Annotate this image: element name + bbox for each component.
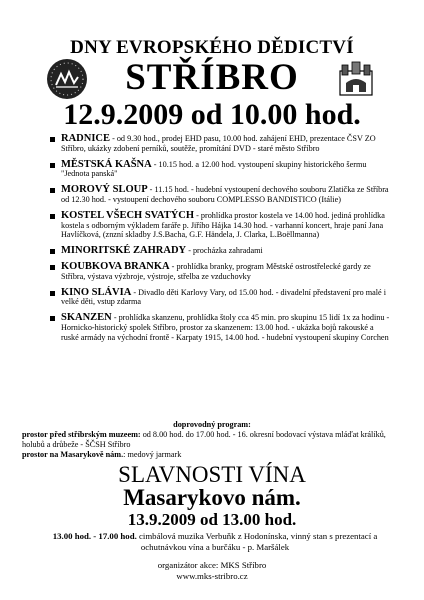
program-item-desc: - 10.15 hod. a 12.00 hod. vystoupení skupiny historického šermu "Jednota panská": [61, 159, 367, 179]
website-link[interactable]: www.mks-stribro.cz: [176, 571, 248, 581]
program-item-kasna: [50, 160, 390, 180]
wine-festival-date: 13.9.2009 od 13.00 hod.: [127, 510, 297, 529]
bullet-icon: [50, 214, 55, 219]
program-item-radnice: [50, 134, 390, 154]
square-program: [22, 450, 402, 460]
organizer-text: organizátor akce: MKS Stříbro: [157, 560, 267, 570]
museum-label: prostor před stříbrským muzeem:: [22, 430, 141, 439]
wine-festival-text: cimbálová muzika Verbuňk z Hodonínska, vinný stan s prezentací a ochutnávkou vína a burčáku - p. Maršálek: [136, 531, 378, 552]
program-item-name: MOROVÝ SLOUP: [61, 184, 148, 196]
bullet-icon: [50, 188, 55, 193]
header-title-town: STŘÍBRO: [125, 57, 299, 98]
program-item-skanzen: [50, 313, 390, 342]
program-item-desc: - Divadlo děti Karlovy Vary, od 15.00 hod. - divadelní představení pro malé i velké děti, vstup zdarma: [61, 287, 386, 307]
program-item-desc: - prohlídka branky, program Městské ostrostřelecké gardy ze Stříbra, výstava výzbroje, výstroje, střelba ze vzduchovky: [61, 261, 371, 281]
program-item-desc: - 11.15 hod. - hudební vystoupení dechového souboru Zlatička ze Stříbra od 12.30 hod. - vystoupení dechového souboru COMPLESSO BANDISTICO (Itálie): [61, 185, 389, 204]
bullet-icon: [50, 316, 55, 321]
header-title-heritage-days: DNY EVROPSKÉHO DĚDICTVÍ: [70, 37, 354, 58]
bullet-icon: [50, 137, 55, 142]
museum-text: od 8.00 hod. do 17.00 hod. - 16. okresní bodovací výstava mláďat králíků, holubů a drůbeže - ŠČSH Stříbro: [22, 430, 386, 449]
program-item-name: RADNICE: [61, 133, 111, 144]
program-item-name: MĚSTSKÁ KAŠNA: [61, 158, 152, 170]
bullet-icon: [50, 249, 55, 254]
accompanying-program-heading: doprovodný program:: [173, 420, 251, 429]
accompanying-program: [22, 420, 402, 460]
header-date: 12.9.2009 od 10.00 hod.: [63, 98, 361, 131]
program-item-desc: - prohlídka prostor kostela ve 14.00 hod. jediná prohlídka kostela s odborným výkladem faráře p. Jiřího Hájka 14.30 hod. - varhanní koncert, hraje paní Jana Havlíčková, (znzní skladby J.S.Bacha, G.F. Händela, J. Clarka, L.Boëllmanna): [61, 210, 385, 240]
square-text: : medový jarmark: [123, 450, 182, 459]
bullet-icon: [50, 163, 55, 168]
program-item-desc: - procházka zahradami: [186, 246, 263, 256]
program-item-desc: - prohlídka skanzenu, prohlídka štoly cca 45 min. pro skupinu 15 lidí 1x za hodinu - Hornicko-historický spolek Stříbro, prostor za skanzenem: 13.00 hod. - ukázka bojů rakouské a ruské armády na východní frontě - Karpaty 1915, 14.00 hod. - hudební vystoupení skupiny Corchen: [61, 313, 390, 342]
program-item-zahrady: [50, 246, 390, 256]
wine-festival-location: Masarykovo nám.: [123, 485, 301, 510]
program-item-kino: [50, 288, 390, 308]
program-item-name: KOUBKOVA BRANKA: [61, 260, 170, 272]
square-label: prostor na Masarykově nám.: [22, 450, 124, 459]
program-item-branka: [50, 262, 390, 282]
program-item-desc: - od 9.30 hod., prodej EHD pasu, 10.00 hod. zahájení EHD, prezentace ČSV ZO Stříbro, ukázky zdobení perníků, soutěže, promítání DVD - staré město Stříbro: [61, 134, 376, 153]
footer: [0, 560, 424, 582]
program-item-name: SKANZEN: [61, 312, 112, 324]
program-item-name: MINORITSKÉ ZAHRADY: [61, 245, 187, 257]
program-item-name: KOSTEL VŠECH SVATÝCH: [61, 209, 195, 221]
bullet-icon: [50, 291, 55, 296]
wine-festival-title: SLAVNOSTI VÍNA: [118, 462, 306, 487]
program-item-kostel: [50, 211, 390, 240]
program-item-sloup: [50, 185, 390, 205]
program-list: [50, 134, 390, 349]
program-item-name: KINO SLÁVIA: [61, 286, 132, 298]
wine-festival-description: [30, 531, 400, 552]
museum-program: [22, 430, 402, 450]
wine-festival-time: 13.00 hod. - 17.00 hod.: [52, 531, 137, 541]
bullet-icon: [50, 265, 55, 270]
